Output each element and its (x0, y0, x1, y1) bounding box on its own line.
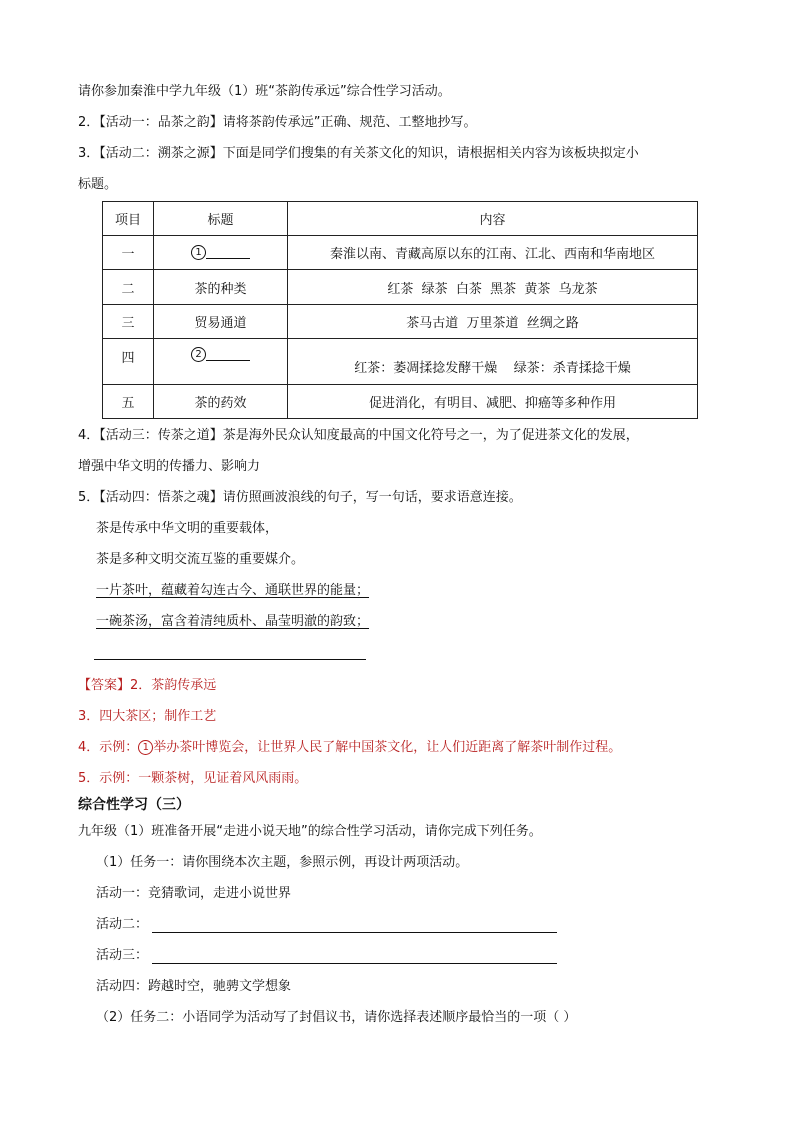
question-3-line2: 标题。 (78, 177, 118, 192)
row-content: 红茶 绿茶 白茶 黑茶 黄茶 乌龙茶 (288, 270, 698, 305)
task-1: （1）任务一：请你围绕本次主题，参照示例，再设计两项活动。 (96, 855, 469, 870)
table-row (103, 305, 698, 339)
row-title-blank[interactable] (154, 339, 288, 385)
row-item: 三 (103, 305, 154, 339)
fill-blank-2[interactable] (206, 348, 250, 361)
table-row (103, 339, 698, 385)
fill-blank-1[interactable] (206, 246, 250, 259)
question-5: 5．【活动四：悟茶之魂】请仿照画波浪线的句子，写一句话，要求语意连接。 (78, 490, 522, 505)
intro-text: 请你参加秦淮中学九年级（1）班“茶韵传承远”综合性学习活动。 (78, 84, 451, 99)
question-5-sentence-2: 茶是多种文明交流互鉴的重要媒介。 (96, 552, 305, 567)
row-item: 二 (103, 270, 154, 305)
row-item: 一 (103, 236, 154, 270)
answer-3: 3．四大茶区；制作工艺 (78, 709, 217, 724)
row-content: 红茶：萎凋揉捻发酵干燥 绿茶：杀青揉捻干燥 (288, 339, 698, 385)
row-title: 茶的药效 (154, 385, 288, 419)
answer-tag: 【答案】 (78, 678, 131, 693)
section-intro: 九年级（1）班准备开展“走进小说天地”的综合性学习活动，请你完成下列任务。 (78, 824, 542, 839)
row-content: 茶马古道 万里茶道 丝绸之路 (288, 305, 698, 339)
activity-4: 活动四：跨越时空，驰骋文学想象 (96, 979, 292, 994)
table-row (103, 236, 698, 270)
circled-number-2: 2 (191, 347, 206, 362)
activity-2-label: 活动二： (96, 917, 149, 932)
header-title: 标题 (154, 202, 288, 236)
circled-number-1: 1 (191, 245, 206, 260)
header-item: 项目 (103, 202, 154, 236)
row-title-blank[interactable] (154, 236, 288, 270)
answer-4: 4．示例： 1 举办茶叶博览会，让世界人民了解中国茶文化，让人们近距离了解茶叶制作过程。 (78, 740, 622, 755)
table-row (103, 385, 698, 419)
answer-blank-line[interactable] (94, 659, 366, 660)
question-4-line2: 增强中华文明的传播力、影响力 (78, 459, 261, 474)
task-2: （2）任务二：小语同学为活动写了封倡议书，请你选择表述顺序最恰当的一项（ ） (96, 1010, 577, 1025)
row-title: 贸易通道 (154, 305, 288, 339)
tea-table (102, 201, 698, 419)
table-header-row (103, 202, 698, 236)
activity-1: 活动一：竞猜歌词，走进小说世界 (96, 886, 292, 901)
question-5-wavy-sentence-1: 一片茶叶，蕴藏着勾连古今、通联世界的能量； (96, 583, 370, 598)
question-2: 2．【活动一：品茶之韵】请将茶韵传承远”正确、规范、工整地抄写。 (78, 115, 477, 130)
row-content: 秦淮以南、青藏高原以东的江南、江北、西南和华南地区 (288, 236, 698, 270)
answer-5: 5．示例：一颗茶树，见证着风风雨雨。 (78, 771, 308, 786)
row-item: 四 (103, 339, 154, 385)
question-4-line1: 4．【活动三：传茶之道】茶是海外民众认知度最高的中国文化符号之一，为了促进茶文化的发展， (78, 428, 639, 443)
header-content: 内容 (288, 202, 698, 236)
table-row (103, 270, 698, 305)
row-item: 五 (103, 385, 154, 419)
circled-number-answer: 1 (138, 740, 153, 755)
row-content: 促进消化，有明目、减肥、抑癌等多种作用 (288, 385, 698, 419)
answer-2: 【答案】2．茶韵传承远 (78, 678, 217, 693)
question-5-sentence-1: 茶是传承中华文明的重要载体， (96, 521, 279, 536)
activity-3-blank[interactable] (152, 963, 557, 964)
section-title: 综合性学习（三） (78, 797, 190, 813)
row-title: 茶的种类 (154, 270, 288, 305)
activity-3-label: 活动三： (96, 948, 149, 963)
question-5-wavy-sentence-2: 一碗茶汤，富含着清纯质朴、晶莹明澈的韵致； (96, 614, 370, 629)
activity-2-blank[interactable] (152, 932, 557, 933)
question-3-line1: 3．【活动二：溯茶之源】下面是同学们搜集的有关茶文化的知识，请根据相关内容为该板块拟定小 (78, 146, 639, 161)
